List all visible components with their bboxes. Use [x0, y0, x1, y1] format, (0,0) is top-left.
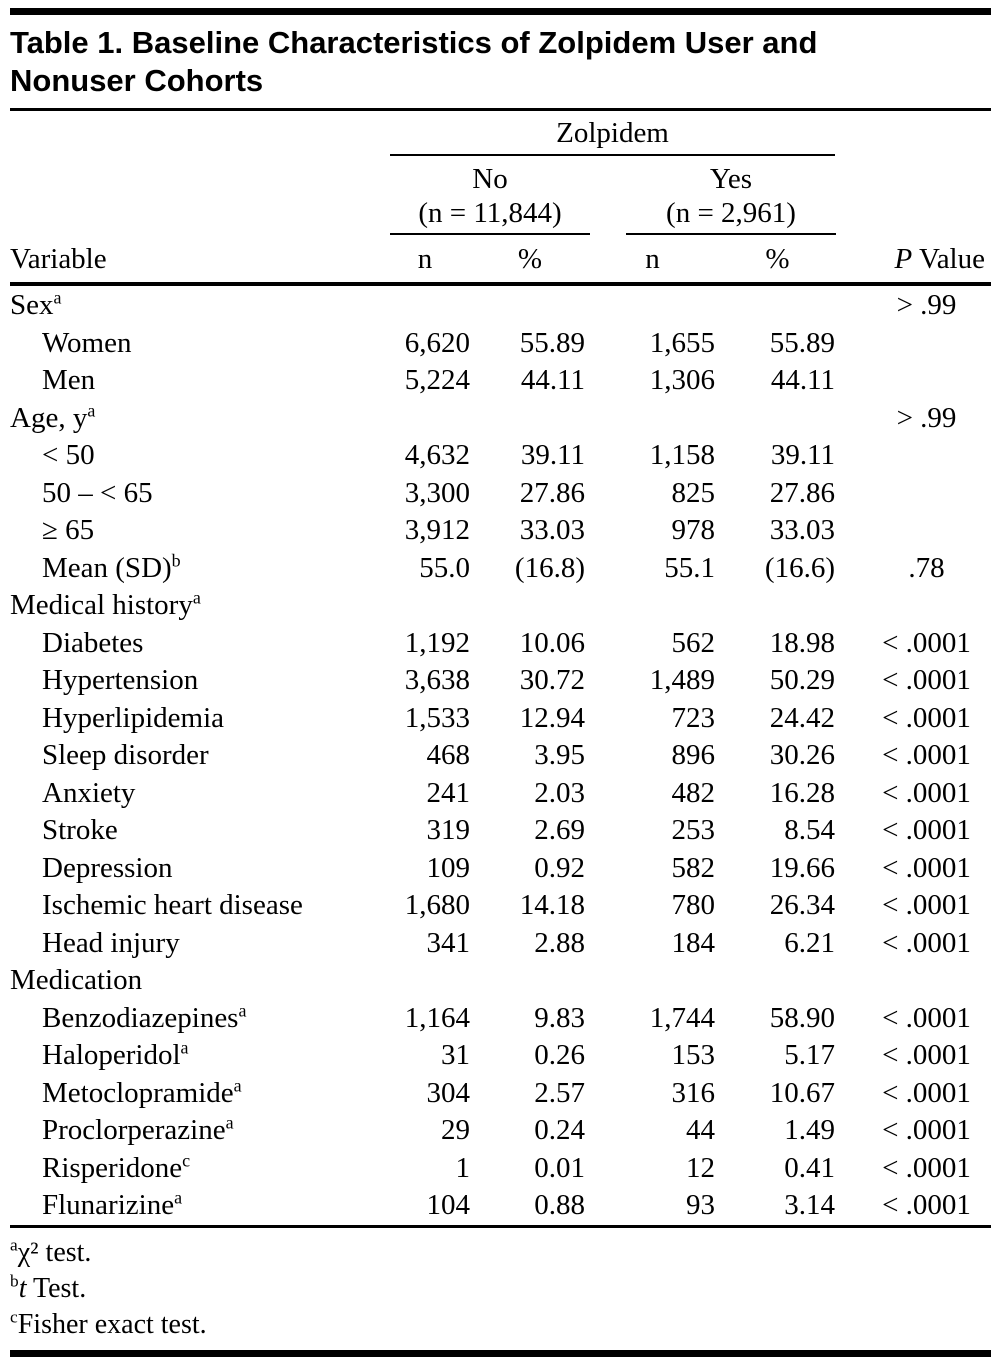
- table-header: [10, 111, 991, 286]
- group-yes: [590, 156, 840, 235]
- cell-no-pct: 33.03: [519, 514, 585, 546]
- cell-no-n: 29: [441, 1114, 470, 1146]
- group-no-label: No: [472, 163, 508, 195]
- cell-no-n: 5,224: [404, 364, 470, 396]
- table-row: [10, 1000, 991, 1038]
- footnote-marker: a: [10, 1235, 18, 1255]
- footnote-marker: a: [53, 287, 62, 308]
- cell-yes-pct: 24.42: [769, 701, 835, 734]
- cell-p-value: [840, 362, 991, 400]
- cell-yes-pct: 33.03: [769, 514, 835, 546]
- cell-no-n: 1,680: [404, 889, 470, 921]
- cell-yes-pct: 18.98: [769, 626, 835, 659]
- cell-p-value: < .0001: [882, 851, 971, 884]
- cell-p-value: [840, 475, 991, 513]
- table-container: [10, 8, 991, 1357]
- footnote-marker: c: [182, 1149, 191, 1170]
- cell-p-value: < .0001: [882, 1189, 971, 1221]
- cell-p-value: < .0001: [882, 739, 971, 771]
- cell-no-n: 4,632: [404, 439, 470, 471]
- cell-no-pct: 0.01: [534, 1151, 585, 1184]
- cell-no-pct: 9.83: [534, 1001, 585, 1034]
- cell-yes-n: 723: [671, 701, 715, 734]
- row-label: Men: [42, 364, 96, 396]
- table-row: [10, 1075, 991, 1113]
- row-label: Medical history$^a$: [10, 587, 201, 621]
- cell-yes-pct: 1.49: [784, 1114, 835, 1146]
- cell-no-pct: 30.72: [519, 664, 585, 696]
- table-row: [10, 700, 991, 738]
- cell-yes-n: [590, 587, 720, 625]
- cell-p-value: .78: [908, 551, 945, 584]
- cell-no-n: 31: [441, 1039, 470, 1071]
- table-row: [10, 550, 991, 588]
- cell-no-pct: 44.11: [520, 364, 585, 396]
- row-label: Risperidone$^c$: [42, 1149, 191, 1184]
- cell-yes-n: [590, 400, 720, 438]
- group-no: [380, 156, 590, 235]
- cell-no-pct: 2.03: [534, 776, 585, 809]
- cell-p-value: < .0001: [882, 664, 971, 696]
- row-label: Stroke: [42, 814, 118, 846]
- cell-no-n: [380, 400, 475, 438]
- footnote-marker: a: [238, 999, 247, 1020]
- row-label: Diabetes: [42, 626, 144, 659]
- cell-yes-n: 12: [686, 1151, 715, 1184]
- cell-no-pct: 55.89: [519, 326, 585, 359]
- row-label: Hypertension: [42, 664, 199, 696]
- column-header-n-no: n: [417, 243, 433, 275]
- cell-yes-n: 153: [671, 1039, 715, 1071]
- cell-yes-n: 93: [686, 1189, 715, 1221]
- cell-yes-pct: 19.66: [769, 851, 835, 884]
- footnote-marker: c: [10, 1307, 18, 1327]
- table-row: [10, 437, 991, 475]
- table-row: [10, 962, 991, 1000]
- cell-yes-n: 562: [671, 626, 715, 659]
- cell-p-value: [840, 587, 991, 625]
- cell-yes-n: 316: [671, 1076, 715, 1109]
- cell-no-pct: [475, 587, 590, 625]
- cell-yes-pct: 0.41: [784, 1151, 835, 1184]
- cell-no-pct: [475, 287, 590, 325]
- cell-yes-pct: 5.17: [784, 1039, 835, 1071]
- column-header-pct-no: %: [517, 243, 543, 275]
- table-row: [10, 812, 991, 850]
- cell-no-n: [380, 287, 475, 325]
- table-row: [10, 925, 991, 963]
- cell-yes-n: 825: [671, 476, 715, 509]
- table-row: [10, 475, 991, 513]
- cell-p-value: [840, 325, 991, 363]
- table-row: [10, 1112, 991, 1150]
- cell-p-value: < .0001: [882, 926, 971, 959]
- cell-no-n: 1,533: [404, 701, 470, 734]
- table-row: [10, 737, 991, 775]
- cell-no-pct: 10.06: [519, 626, 585, 659]
- table-row: [10, 662, 991, 700]
- table-row: [10, 362, 991, 400]
- cell-no-n: [380, 962, 475, 1000]
- table-row: [10, 775, 991, 813]
- footnote: $^b$t Test.: [10, 1271, 87, 1304]
- cell-no-pct: 2.57: [534, 1076, 585, 1109]
- cell-no-n: 6,620: [404, 326, 470, 359]
- cell-yes-n: 1,655: [649, 326, 715, 359]
- cell-p-value: < .0001: [882, 1151, 971, 1184]
- cell-no-pct: 3.95: [534, 739, 585, 771]
- table-row: [10, 512, 991, 550]
- cell-yes-n: 253: [671, 814, 715, 846]
- footnote: $^c$Fisher exact test.: [10, 1307, 207, 1340]
- column-header-pct-yes: %: [765, 243, 790, 275]
- cell-p-value: < .0001: [882, 776, 971, 809]
- cell-no-n: 3,912: [404, 514, 470, 546]
- cell-yes-n: 482: [671, 776, 715, 809]
- cell-yes-pct: 44.11: [770, 364, 835, 396]
- row-label: ≥ 65: [42, 514, 95, 546]
- cell-p-value: < .0001: [882, 889, 971, 921]
- footnote-marker: a: [225, 1112, 234, 1133]
- table-row: [10, 325, 991, 363]
- cell-yes-n: 55.1: [664, 551, 715, 584]
- cell-yes-n: 1,158: [649, 439, 715, 471]
- row-label: Women: [42, 326, 132, 359]
- cell-p-value: [840, 437, 991, 475]
- cohort-group-row: [10, 156, 991, 235]
- cell-no-n: 1: [455, 1151, 470, 1184]
- table-row: [10, 887, 991, 925]
- cell-yes-pct: 30.26: [769, 739, 835, 771]
- footnote-marker: a: [180, 1037, 189, 1058]
- table-title: Table 1. Baseline Characteristics of Zolpidem User and Nonuser Cohorts: [10, 25, 818, 98]
- table-row: [10, 587, 991, 625]
- cell-yes-n: 582: [671, 851, 715, 884]
- cell-yes-pct: [720, 587, 840, 625]
- footnote-marker: b: [10, 1271, 19, 1291]
- row-label: Depression: [42, 851, 173, 884]
- row-label: Hyperlipidemia: [42, 701, 225, 734]
- cell-p-value: > .99: [896, 401, 957, 434]
- cell-no-pct: [475, 962, 590, 1000]
- row-label: Head injury: [42, 926, 180, 959]
- row-label: Haloperidol$^a$: [42, 1037, 189, 1071]
- cell-yes-pct: 58.90: [769, 1001, 835, 1034]
- cell-no-n: 241: [426, 776, 470, 809]
- row-label: < 50: [42, 439, 95, 471]
- footnote-marker: a: [192, 587, 201, 608]
- column-header-row: [10, 235, 991, 286]
- zolpidem-spanner-row: [10, 111, 991, 156]
- cell-no-pct: 14.18: [519, 889, 585, 921]
- cell-no-n: 468: [426, 739, 470, 771]
- cell-no-n: 3,638: [404, 664, 470, 696]
- cell-yes-pct: (16.6): [764, 551, 835, 584]
- cell-no-n: 341: [426, 926, 470, 959]
- row-label: Medication: [10, 964, 143, 996]
- cell-yes-pct: 55.89: [769, 326, 835, 359]
- cell-no-n: 3,300: [404, 476, 470, 509]
- cell-p-value: < .0001: [882, 1001, 971, 1034]
- cell-no-n: [380, 587, 475, 625]
- cell-no-pct: 0.88: [534, 1189, 585, 1221]
- cell-yes-n: 780: [671, 889, 715, 921]
- cell-p-value: < .0001: [882, 701, 971, 734]
- cell-no-pct: 2.69: [534, 814, 585, 846]
- column-header-pvalue: P Value: [894, 243, 985, 275]
- column-header-variable: Variable: [10, 243, 107, 275]
- cell-no-n: 55.0: [419, 551, 470, 584]
- cell-no-n: 319: [426, 814, 470, 846]
- row-label: Age, $y^a$: [10, 399, 96, 434]
- cell-yes-n: 1,744: [649, 1001, 715, 1034]
- footnote-marker: a: [174, 1187, 183, 1208]
- cell-yes-pct: [720, 962, 840, 1000]
- cell-yes-pct: 39.11: [770, 439, 835, 471]
- cell-yes-n: 1,489: [649, 664, 715, 696]
- footnotes: [10, 1228, 991, 1343]
- table-body: [10, 286, 991, 1228]
- row-label: Anxiety: [42, 776, 136, 809]
- cell-yes-pct: [720, 287, 840, 325]
- group-header-zolpidem: Zolpidem: [390, 111, 835, 156]
- table-row: [10, 625, 991, 663]
- table-row: [10, 1150, 991, 1188]
- cell-no-pct: (16.8): [514, 551, 585, 584]
- cell-yes-n: 44: [686, 1114, 715, 1146]
- cell-yes-n: 184: [671, 926, 715, 959]
- cell-p-value: < .0001: [882, 1114, 971, 1146]
- group-no-count: (n = 11,844): [418, 197, 562, 229]
- cell-no-n: 304: [426, 1076, 470, 1109]
- footnote: $^a$χ² test.: [10, 1235, 92, 1268]
- cell-yes-pct: 26.34: [769, 889, 835, 921]
- table-row: [10, 850, 991, 888]
- cell-no-pct: 0.92: [534, 851, 585, 884]
- row-label: Mean (SD)$^b$: [42, 549, 181, 584]
- cell-yes-pct: [720, 400, 840, 438]
- cell-p-value: < .0001: [882, 626, 971, 659]
- group-yes-label: Yes: [709, 163, 753, 195]
- cell-yes-pct: 10.67: [769, 1076, 835, 1109]
- cell-yes-pct: 27.86: [769, 476, 835, 509]
- cell-no-n: 104: [426, 1189, 470, 1221]
- row-label: Ischemic heart disease: [42, 889, 303, 921]
- footnote-marker: a: [233, 1074, 242, 1095]
- footnote-marker: a: [87, 399, 96, 420]
- cell-no-pct: 12.94: [519, 701, 585, 734]
- cell-no-pct: 39.11: [520, 439, 585, 471]
- table-row: [10, 1187, 991, 1225]
- group-yes-count: (n = 2,961): [666, 197, 796, 229]
- cell-yes-pct: 3.14: [784, 1189, 835, 1221]
- cell-yes-n: 896: [671, 739, 715, 771]
- column-header-n-yes: n: [645, 243, 660, 275]
- cell-p-value: < .0001: [882, 1039, 971, 1071]
- cell-yes-pct: 6.21: [784, 926, 835, 959]
- cell-no-pct: 0.24: [534, 1114, 585, 1146]
- cell-no-n: 109: [426, 851, 470, 884]
- cell-no-n: 1,192: [404, 626, 470, 659]
- cell-p-value: < .0001: [882, 1076, 971, 1109]
- cell-yes-pct: 8.54: [784, 814, 835, 846]
- cell-no-pct: [475, 400, 590, 438]
- cell-yes-pct: 50.29: [769, 664, 835, 696]
- row-label: Benzodiazepines$^a$: [42, 999, 247, 1034]
- cell-no-n: 1,164: [404, 1001, 470, 1034]
- row-label: Sex$^a$: [10, 287, 62, 321]
- row-label: Sleep disorder: [42, 739, 209, 771]
- cell-yes-n: [590, 287, 720, 325]
- table-row: [10, 287, 991, 325]
- table-row: [10, 400, 991, 438]
- row-label: Metoclopramide$^a$: [42, 1074, 242, 1109]
- cell-yes-n: 978: [671, 514, 715, 546]
- cell-p-value: [840, 962, 991, 1000]
- row-label: Proclorperazine$^a$: [42, 1112, 234, 1146]
- table-row: [10, 1037, 991, 1075]
- cell-no-pct: 0.26: [534, 1039, 585, 1071]
- cell-p-value: [840, 512, 991, 550]
- row-label: 50 – < 65: [42, 476, 153, 509]
- cell-yes-pct: 16.28: [769, 776, 835, 809]
- row-label: Flunarizine$^a$: [42, 1187, 183, 1221]
- cell-p-value: > .99: [896, 289, 957, 321]
- cell-no-pct: 27.86: [519, 476, 585, 509]
- cell-p-value: < .0001: [882, 814, 971, 846]
- cell-no-pct: 2.88: [534, 926, 585, 959]
- cell-yes-n: [590, 962, 720, 1000]
- bottom-rule: [10, 1350, 991, 1357]
- top-rule: [10, 8, 991, 15]
- cell-yes-n: 1,306: [649, 364, 715, 396]
- footnote-marker: b: [171, 549, 181, 570]
